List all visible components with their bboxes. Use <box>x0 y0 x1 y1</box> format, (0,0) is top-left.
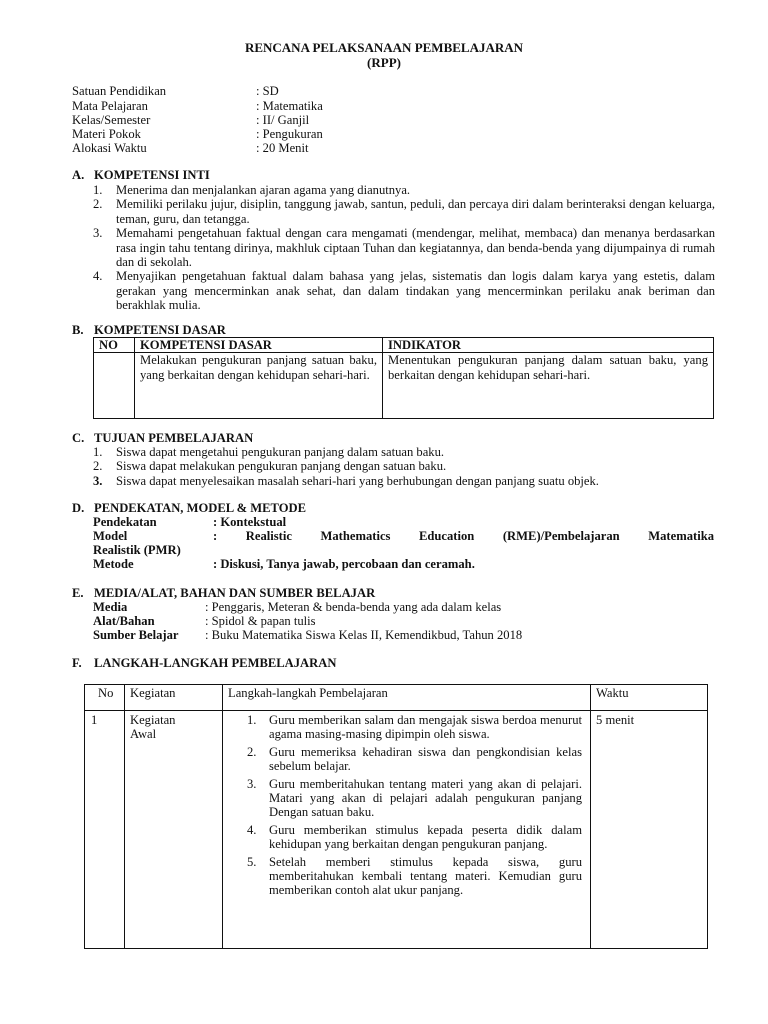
cell-kegiatan <box>125 711 223 949</box>
cell-no <box>94 353 135 419</box>
list-number: 4. <box>247 822 257 837</box>
list-number: 1. <box>93 445 103 459</box>
sumber-belajar-label: Sumber Belajar <box>93 628 179 642</box>
list-number: 1. <box>93 183 103 197</box>
section-letter: E. <box>72 586 84 600</box>
identity-value: : SD <box>256 84 279 98</box>
kompetensi-dasar-table <box>93 337 714 419</box>
document-title: RENCANA PELAKSANAAN PEMBELAJARAN <box>244 40 524 55</box>
metode-label: Metode <box>93 557 134 571</box>
list-item <box>93 269 715 312</box>
pendekatan-label: Pendekatan <box>93 515 157 529</box>
alat-bahan-label: Alat/Bahan <box>93 614 155 628</box>
list-item <box>93 459 715 473</box>
header-langkah: Langkah-langkah Pembelajaran <box>223 685 591 711</box>
section-title: TUJUAN PEMBELAJARAN <box>94 431 254 445</box>
pendekatan-value: : Kontekstual <box>213 515 287 529</box>
pendekatan-row <box>93 515 287 529</box>
list-text: Guru memberikan stimulus kepada peserta didik dalam kehidupan yang berkaitan dengan pengukuran panjang. <box>269 822 582 852</box>
list-item <box>247 855 582 898</box>
table-header-row <box>85 685 708 711</box>
list-number: 2. <box>247 744 257 759</box>
list-text: Menerima dan menjalankan ajaran agama yang dianutnya. <box>116 183 411 197</box>
list-number: 4. <box>93 269 103 284</box>
identity-value: : II/ Ganjil <box>256 113 310 127</box>
section-title: PENDEKATAN, MODEL & METODE <box>94 501 307 515</box>
identity-value: : Pengukuran <box>256 127 323 141</box>
list-item <box>247 713 582 742</box>
list-text: Setelah memberi stimulus kepada siswa, guru memberitahukan kembali tentang materi. Kemudian guru memberikan contoh alat ukur panjang. <box>269 854 582 898</box>
alat-bahan-row <box>93 614 316 628</box>
list-text: Siswa dapat menyelesaikan masalah sehari-hari yang berhubungan dengan panjang suatu objek. <box>116 473 599 488</box>
section-letter: A. <box>72 168 85 182</box>
tujuan-list <box>93 445 715 488</box>
media-label: Media <box>93 600 128 614</box>
langkah-list <box>247 713 582 898</box>
section-title: MEDIA/ALAT, BAHAN DAN SUMBER BELAJAR <box>94 586 376 600</box>
model-value-cont: Realistik (PMR) <box>93 543 181 557</box>
section-b-heading <box>72 323 226 337</box>
identity-label: Kelas/Semester <box>72 113 151 127</box>
model-value: : Realistic Mathematics Education (RME)/Pembelajaran Matematika <box>213 529 714 543</box>
section-letter: D. <box>72 501 85 515</box>
list-text: Siswa dapat mengetahui pengukuran panjang dalam satuan baku. <box>116 445 445 459</box>
list-item <box>93 445 715 459</box>
cell-langkah <box>223 711 591 949</box>
identity-value: : Matematika <box>256 99 323 113</box>
alat-bahan-value: : Spidol & papan tulis <box>205 614 316 628</box>
metode-row <box>93 557 475 571</box>
list-number: 2. <box>93 459 103 474</box>
identity-value: : 20 Menit <box>256 141 309 155</box>
kegiatan-text: Kegiatan Awal <box>130 713 176 742</box>
media-row <box>93 600 502 614</box>
section-letter: F. <box>72 656 82 670</box>
list-number: 3. <box>93 473 103 488</box>
list-number: 5. <box>247 854 257 869</box>
list-item <box>93 183 715 197</box>
list-text: Guru memberitahukan tentang materi yang akan di pelajari. Matari yang akan di pelajari adalah pengukuran panjang Dengan satuan baku. <box>269 776 582 820</box>
header-indikator: INDIKATOR <box>383 338 714 353</box>
identity-label: Satuan Pendidikan <box>72 84 167 98</box>
header-waktu: Waktu <box>591 685 708 711</box>
section-title: KOMPETENSI DASAR <box>94 323 226 337</box>
list-text: Guru memberikan salam dan mengajak siswa berdoa menurut agama masing-masing dipimpin oleh siswa. <box>269 713 582 742</box>
list-item <box>93 197 715 226</box>
list-item <box>93 226 715 269</box>
table-row <box>85 711 708 949</box>
cell-waktu: 5 menit <box>591 711 708 949</box>
langkah-table <box>84 684 708 949</box>
header-no: No <box>85 685 125 711</box>
list-text: Memiliki perilaku jujur, disiplin, tanggung jawab, santun, peduli, dan percaya diri dalam berinteraksi dengan keluarga, teman, guru, dan tetangga. <box>116 197 715 226</box>
list-text: Memahami pengetahuan faktual dengan cara mengamati (mendengar, melihat, membaca) dan menanya berdasarkan rasa ingin tahu tentang dirinya, makhluk ciptaan Tuhan dan kegiatannya, dan benda-benda yang dijumpainya di rumah dan di sekolah. <box>116 226 715 270</box>
list-text: Guru memeriksa kehadiran siswa dan pengkondisian kelas sebelum belajar. <box>269 744 582 774</box>
sumber-belajar-row <box>93 628 523 642</box>
model-label: Model <box>93 529 128 543</box>
list-text: Menyajikan pengetahuan faktual dalam bahasa yang jelas, sistematis dan logis dalam karya yang estetis, dalam gerakan yang mencerminkan anak sehat, dan dalam tindakan yang mencerminkan perilaku anak beriman dan berakhlak mulia. <box>116 269 715 313</box>
section-d-heading <box>72 501 306 515</box>
section-letter: B. <box>72 323 84 337</box>
cell-no: 1 <box>85 711 125 949</box>
media-value: : Penggaris, Meteran & benda-benda yang ada dalam kelas <box>205 600 502 614</box>
section-f-heading <box>72 656 336 670</box>
header-no: NO <box>94 338 135 353</box>
kompetensi-inti-list <box>93 183 715 313</box>
section-c-heading <box>72 431 253 445</box>
identity-label: Alokasi Waktu <box>72 141 147 155</box>
cell-indikator: Menentukan pengukuran panjang dalam satuan baku, yang berkaitan dengan kehidupan sehari-hari. <box>383 353 714 419</box>
list-item <box>93 474 715 488</box>
list-number: 3. <box>247 776 257 791</box>
section-title: KOMPETENSI INTI <box>94 168 210 182</box>
metode-value: : Diskusi, Tanya jawab, percobaan dan ceramah. <box>213 557 475 571</box>
header-kompetensi-dasar: KOMPETENSI DASAR <box>135 338 383 353</box>
section-a-heading <box>72 168 210 182</box>
list-number: 3. <box>93 226 103 241</box>
document-subtitle: (RPP) <box>367 55 401 70</box>
list-number: 1. <box>247 713 257 727</box>
sumber-belajar-value: : Buku Matematika Siswa Kelas II, Kemendikbud, Tahun 2018 <box>205 628 523 642</box>
section-letter: C. <box>72 431 85 445</box>
section-e-heading <box>72 586 375 600</box>
section-title: LANGKAH-LANGKAH PEMBELAJARAN <box>94 656 337 670</box>
cell-kompetensi-dasar: Melakukan pengukuran panjang satuan baku, yang berkaitan dengan kehidupan sehari-hari. <box>135 353 383 419</box>
table-row <box>94 353 714 419</box>
header-kegiatan: Kegiatan <box>125 685 223 711</box>
list-item <box>247 823 582 852</box>
list-text: Siswa dapat melakukan pengukuran panjang dengan satuan baku. <box>116 459 447 474</box>
list-item <box>247 745 582 774</box>
table-header-row <box>94 338 714 353</box>
identity-label: Materi Pokok <box>72 127 141 141</box>
list-item <box>247 777 582 820</box>
identity-label: Mata Pelajaran <box>72 99 148 113</box>
list-number: 2. <box>93 197 103 212</box>
